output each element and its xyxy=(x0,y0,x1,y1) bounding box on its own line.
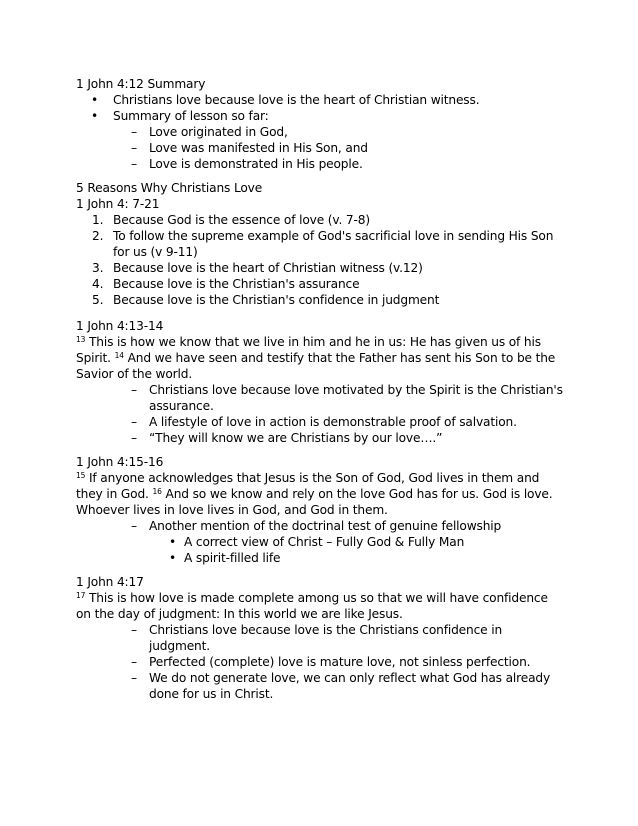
dash-item: – Perfected (complete) love is mature love, not sinless perfection. xyxy=(131,655,531,669)
numbered-item: 3. Because love is the heart of Christian witness (v.12) xyxy=(92,261,423,275)
bullet-item: • Summary of lesson so far: xyxy=(91,109,269,123)
sub-bullet-item: • A correct view of Christ – Fully God & Fully Man xyxy=(169,535,465,549)
dash-marker: – xyxy=(131,671,137,685)
reasons-section xyxy=(76,180,576,308)
number-marker: 5. xyxy=(92,293,104,307)
dash-marker: – xyxy=(131,431,137,445)
summary-section xyxy=(76,76,576,172)
number-marker: 4. xyxy=(92,277,104,291)
scripture-line: on the day of judgment: In this world we are like Jesus. xyxy=(76,607,403,621)
verse-number: 16 xyxy=(152,487,162,496)
sub-bullet-item: • A spirit-filled life xyxy=(169,551,281,565)
dash-item-continuation: judgment. xyxy=(149,639,210,653)
scripture-line: Savior of the world. xyxy=(76,367,193,381)
dash-item-continuation: assurance. xyxy=(149,399,214,413)
numbered-item: 5. Because love is the Christian's confidence in judgment xyxy=(92,293,440,307)
section-heading: 1 John 4:15-16 xyxy=(76,455,164,469)
numbered-item-continuation: for us (v 9-11) xyxy=(113,245,198,259)
dash-item: – Another mention of the doctrinal test of genuine fellowship xyxy=(131,519,502,533)
verse-number: 17 xyxy=(76,591,86,600)
number-marker: 2. xyxy=(92,229,104,243)
dash-marker: – xyxy=(131,157,137,171)
bullet-marker: • xyxy=(169,535,177,549)
scripture-line: they in God. $^{16}$ And so we know and rely on the love God has for us. God is love. xyxy=(76,487,553,501)
bullet-marker: • xyxy=(169,551,177,565)
reasons-heading: 5 Reasons Why Christians Love xyxy=(76,181,263,195)
dash-item: – Christians love because love motivated by the Spirit is the Christian's xyxy=(131,383,563,397)
verse-number: 13 xyxy=(76,335,86,344)
scripture-line: Whoever lives in love lives in God, and God in them. xyxy=(76,503,388,517)
scripture-line: $^{17}$ This is how love is made complete among us so that we will have confidence xyxy=(76,591,548,605)
dash-marker: – xyxy=(131,125,137,139)
dash-marker: – xyxy=(131,519,137,533)
verse-17-section xyxy=(76,574,576,702)
reasons-reference: 1 John 4: 7-21 xyxy=(76,197,160,211)
verse-number: 15 xyxy=(76,471,86,480)
dash-marker: – xyxy=(131,141,137,155)
dash-marker: – xyxy=(131,655,137,669)
bullet-marker: • xyxy=(91,93,99,107)
verses-13-14-section xyxy=(76,318,576,446)
numbered-item: 4. Because love is the Christian's assurance xyxy=(92,277,360,291)
bullet-item: • Christians love because love is the heart of Christian witness. xyxy=(91,93,480,107)
numbered-item: 2. To follow the supreme example of God's sacrificial love in sending His Son xyxy=(92,229,554,243)
dash-item: – Love is demonstrated in His people. xyxy=(131,157,363,171)
bullet-marker: • xyxy=(91,109,99,123)
dash-marker: – xyxy=(131,383,137,397)
dash-item: – Love was manifested in His Son, and xyxy=(131,141,368,155)
number-marker: 3. xyxy=(92,261,104,275)
dash-marker: – xyxy=(131,623,137,637)
verse-number: 14 xyxy=(114,351,124,360)
section-heading: 1 John 4:13-14 xyxy=(76,319,164,333)
dash-item: – A lifestyle of love in action is demonstrable proof of salvation. xyxy=(131,415,517,429)
verses-15-16-section xyxy=(76,454,576,566)
section-heading: 1 John 4:17 xyxy=(76,575,144,589)
dash-item: – “They will know we are Christians by our love….” xyxy=(131,431,443,445)
dash-item: – Love originated in God, xyxy=(131,125,288,139)
dash-item: – Christians love because love is the Christians confidence in xyxy=(131,623,503,637)
scripture-line: Spirit. $^{14}$ And we have seen and testify that the Father has sent his Son to be the xyxy=(76,351,556,365)
scripture-line: $^{15}$ If anyone acknowledges that Jesus is the Son of God, God lives in them and xyxy=(76,471,540,485)
dash-item: – We do not generate love, we can only reflect what God has already xyxy=(131,671,551,685)
number-marker: 1. xyxy=(92,213,104,227)
numbered-item: 1. Because God is the essence of love (v. 7-8) xyxy=(92,213,370,227)
dash-marker: – xyxy=(131,415,137,429)
dash-item-continuation: done for us in Christ. xyxy=(149,687,274,701)
scripture-line: $^{13}$ This is how we know that we live in him and he in us: He has given us of his xyxy=(76,335,541,349)
summary-heading: 1 John 4:12 Summary xyxy=(76,77,206,91)
